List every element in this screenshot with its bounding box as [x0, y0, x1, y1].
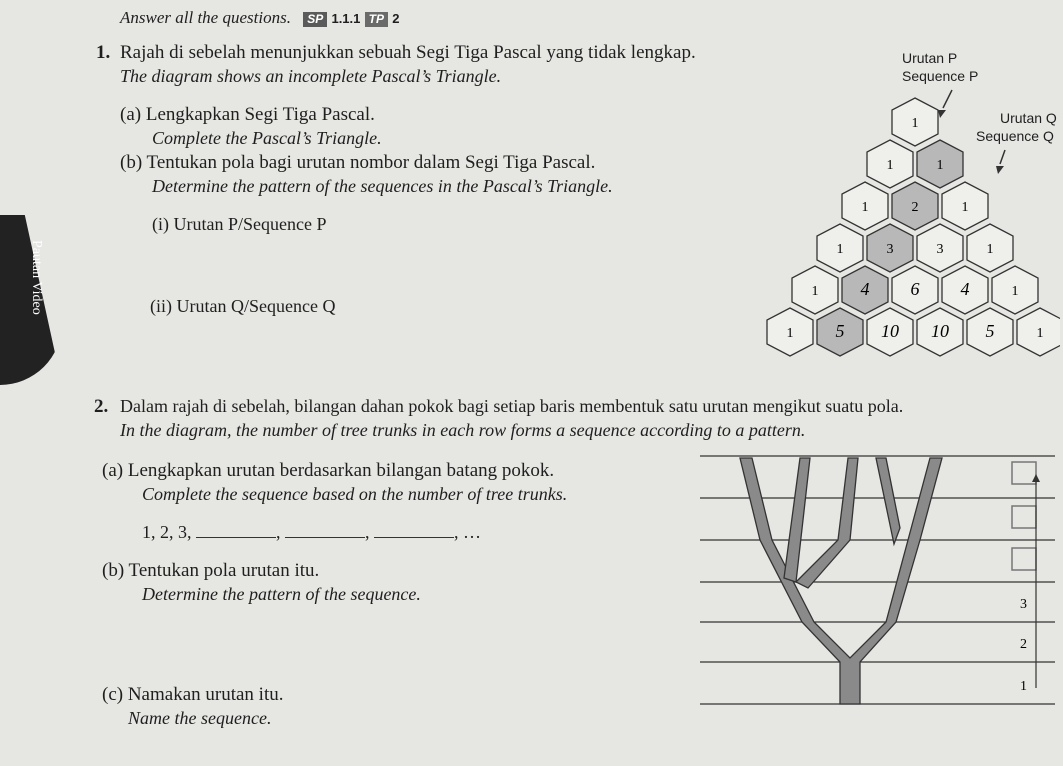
pascal-cell-value: 1	[886, 158, 894, 173]
q1-number: 1.	[96, 42, 111, 63]
sp-code: 1.1.1	[331, 11, 361, 26]
pascal-cell-value: 1	[836, 242, 844, 257]
q2c-ms: (c) Namakan urutan itu.	[102, 684, 284, 705]
label-p-ms: Urutan P	[902, 50, 958, 66]
label-p-en: Sequence P	[902, 68, 979, 84]
q2a-sequence	[142, 522, 481, 543]
q2b-en: Determine the pattern of the sequence.	[142, 584, 421, 604]
sep-2: ,	[365, 522, 370, 542]
blank-1[interactable]	[196, 523, 276, 538]
pascal-cell-value: 1	[1036, 326, 1044, 341]
q2a-en: Complete the sequence based on the number of tree trunks.	[142, 484, 568, 504]
q1-text-en: The diagram shows an incomplete Pascal’s Triangle.	[120, 66, 502, 86]
sep-1: ,	[276, 522, 281, 542]
sequence-tail: , …	[454, 522, 481, 542]
label-q-en: Sequence Q	[976, 128, 1054, 144]
tp-badge: TP	[365, 12, 388, 27]
tree-label-1: 1	[1020, 679, 1027, 694]
sequence-start: 1, 2, 3,	[142, 522, 192, 542]
pascal-cell-value: 1	[936, 158, 944, 173]
pascal-cell-value: 3	[936, 242, 944, 257]
q1a-ms: (a) Lengkapkan Segi Tiga Pascal.	[120, 104, 375, 125]
instruction	[120, 8, 399, 28]
answer-box-4[interactable]	[1012, 548, 1036, 570]
pascal-cell-value: 5	[985, 321, 995, 341]
blank-2[interactable]	[285, 523, 365, 538]
pascal-cell-value: 4	[860, 279, 870, 299]
video-link-label: Pautan Video	[29, 240, 44, 315]
q1bii: (ii) Urutan Q/Sequence Q	[150, 296, 336, 316]
arrow-q-head	[996, 166, 1004, 174]
tree-label-3: 3	[1020, 597, 1027, 612]
q2-text-ms: Dalam rajah di sebelah, bilangan dahan pokok bagi setiap baris membentuk satu urutan mengikut suatu pola.	[120, 396, 904, 416]
q1b-en: Determine the pattern of the sequences in the Pascal’s Triangle.	[152, 176, 613, 196]
pascal-triangle	[760, 80, 1060, 370]
label-q-ms: Urutan Q	[1000, 110, 1057, 126]
tp-code: 2	[392, 11, 400, 26]
pascal-cell-value: 10	[931, 321, 949, 341]
tree-diagram	[690, 448, 1063, 716]
q1a-en: Complete the Pascal’s Triangle.	[152, 128, 382, 148]
arrow-p	[943, 90, 952, 108]
pascal-cell-value: 1	[1011, 284, 1019, 299]
pascal-cell-value: 6	[910, 279, 920, 299]
q2-number: 2.	[94, 396, 109, 417]
pascal-cell-value: 1	[961, 200, 969, 215]
pascal-cell-value: 5	[835, 321, 845, 341]
pascal-cell-value: 2	[911, 200, 919, 215]
pascal-cell-value: 1	[986, 242, 994, 257]
tree-label-2: 2	[1020, 637, 1027, 652]
pascal-cell-value: 3	[886, 242, 894, 257]
instruction-text: Answer all the questions.	[120, 8, 291, 27]
q1b-ms: (b) Tentukan pola bagi urutan nombor dalam Segi Tiga Pascal.	[120, 152, 596, 173]
sp-badge: SP	[303, 12, 327, 27]
pascal-cell-value: 1	[786, 326, 794, 341]
arrow-q	[1000, 150, 1005, 164]
tree-trunks	[740, 458, 942, 704]
q2b-ms: (b) Tentukan pola urutan itu.	[102, 560, 320, 581]
q2c-en: Name the sequence.	[128, 708, 272, 728]
vertical-arrow-head	[1032, 474, 1040, 482]
pascal-cell-value: 1	[911, 116, 919, 131]
q2-text-en: In the diagram, the number of tree trunks in each row forms a sequence according to a pattern.	[120, 420, 806, 440]
arrow-p-head	[938, 110, 946, 118]
pascal-cell-value: 10	[881, 321, 899, 341]
pascal-cell-value: 1	[811, 284, 819, 299]
pascal-cell-value: 4	[960, 279, 970, 299]
q1bi: (i) Urutan P/Sequence P	[152, 214, 327, 234]
pascal-cell-value: 1	[861, 200, 869, 215]
q2a-ms: (a) Lengkapkan urutan berdasarkan bilangan batang pokok.	[102, 460, 555, 481]
answer-box-6[interactable]	[1012, 462, 1036, 484]
q1-text-ms: Rajah di sebelah menunjukkan sebuah Segi Tiga Pascal yang tidak lengkap.	[120, 42, 696, 63]
answer-box-5[interactable]	[1012, 506, 1036, 528]
blank-3[interactable]	[374, 523, 454, 538]
